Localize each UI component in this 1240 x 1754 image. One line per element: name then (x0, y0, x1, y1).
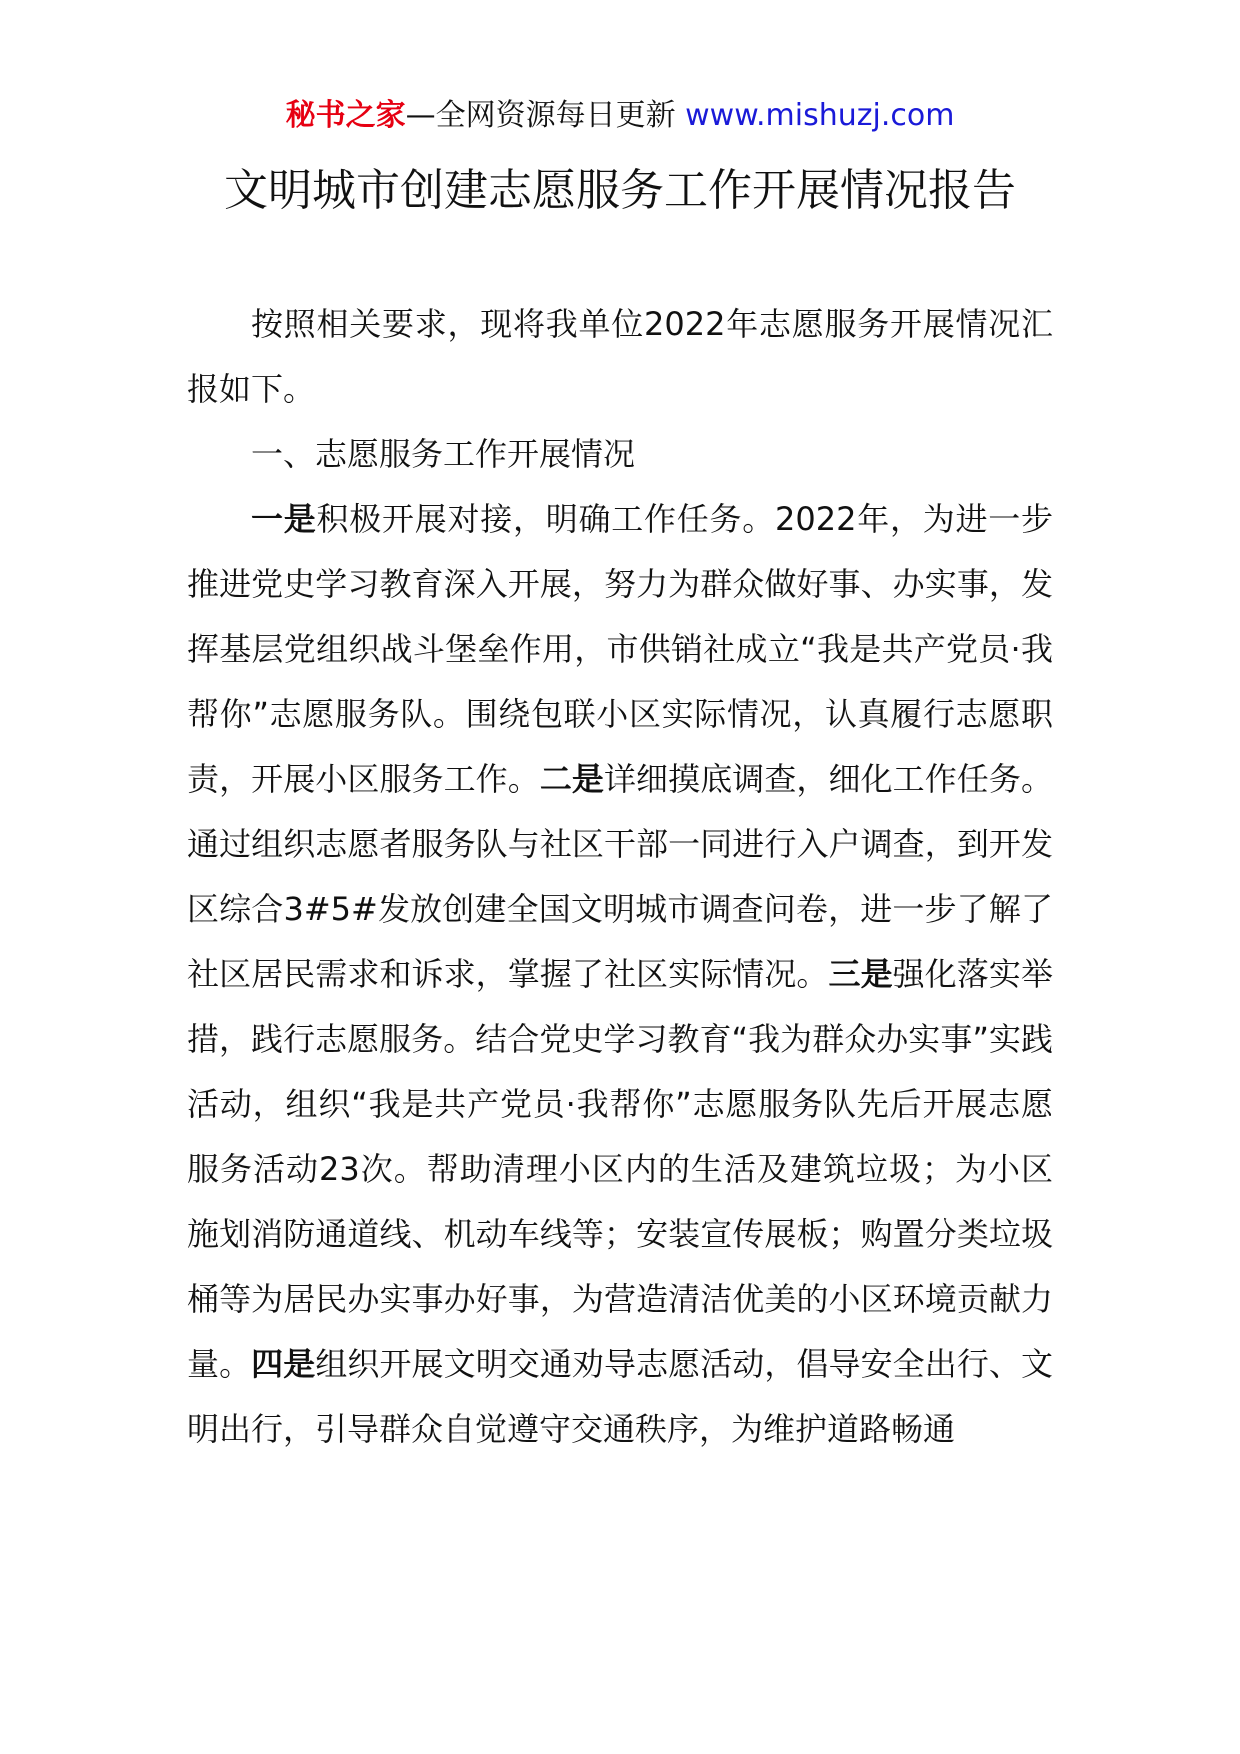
section-heading: 一、志愿服务工作开展情况 (251, 435, 636, 473)
point-text-3: 强化落实举措，践行志愿服务。结合党史学习教育“我为群众办实事”实践活动，组织“我是共产党员·我帮你”志愿服务队先后开展志愿服务活动23次。帮助清理小区内的生活及建筑垃圾；为小区施划消防通道线、机动车线等；安装宣传展板；购置分类垃圾桶等为居民办实事办好事，为营造清洁优美的小区环境贡献力量。 (187, 955, 1053, 1383)
site-url-link[interactable]: www.mishuzj.com (685, 98, 955, 133)
document-title: 文明城市创建志愿服务工作开展情况报告 (224, 165, 1016, 216)
point-lead-1: 一是 (251, 500, 317, 538)
point-lead-4: 四是 (251, 1345, 316, 1383)
intro-paragraph: 按照相关要求，现将我单位2022年志愿服务开展情况汇报如下。 (187, 305, 1053, 408)
site-slogan: —全网资源每日更新 (405, 98, 676, 133)
site-brand: 秘书之家 (285, 98, 406, 133)
site-header (0, 96, 1240, 136)
point-lead-3: 三是 (828, 955, 893, 993)
document-body (187, 292, 1053, 1462)
point-text-4: 组织开展文明交通劝导志愿活动，倡导安全出行、文明出行，引导群众自觉遵守交通秩序，为维护道路畅通 (187, 1345, 1053, 1448)
point-lead-2: 二是 (539, 760, 604, 798)
point-text-1: 积极开展对接，明确工作任务。2022年，为进一步推进党史学习教育深入开展，努力为群众做好事、办实事，发挥基层党组织战斗堡垒作用，市供销社成立“我是共产党员·我帮你”志愿服务队。围绕包联小区实际情况，认真履行志愿职责，开展小区服务工作。 (187, 500, 1053, 798)
section-paragraph (187, 487, 1053, 1462)
point-text-2: 详细摸底调查，细化工作任务。通过组织志愿者服务队与社区干部一同进行入户调查，到开发区综合3#5#发放创建全国文明城市调查问卷，进一步了解了社区居民需求和诉求，掌握了社区实际情况。 (187, 760, 1053, 993)
